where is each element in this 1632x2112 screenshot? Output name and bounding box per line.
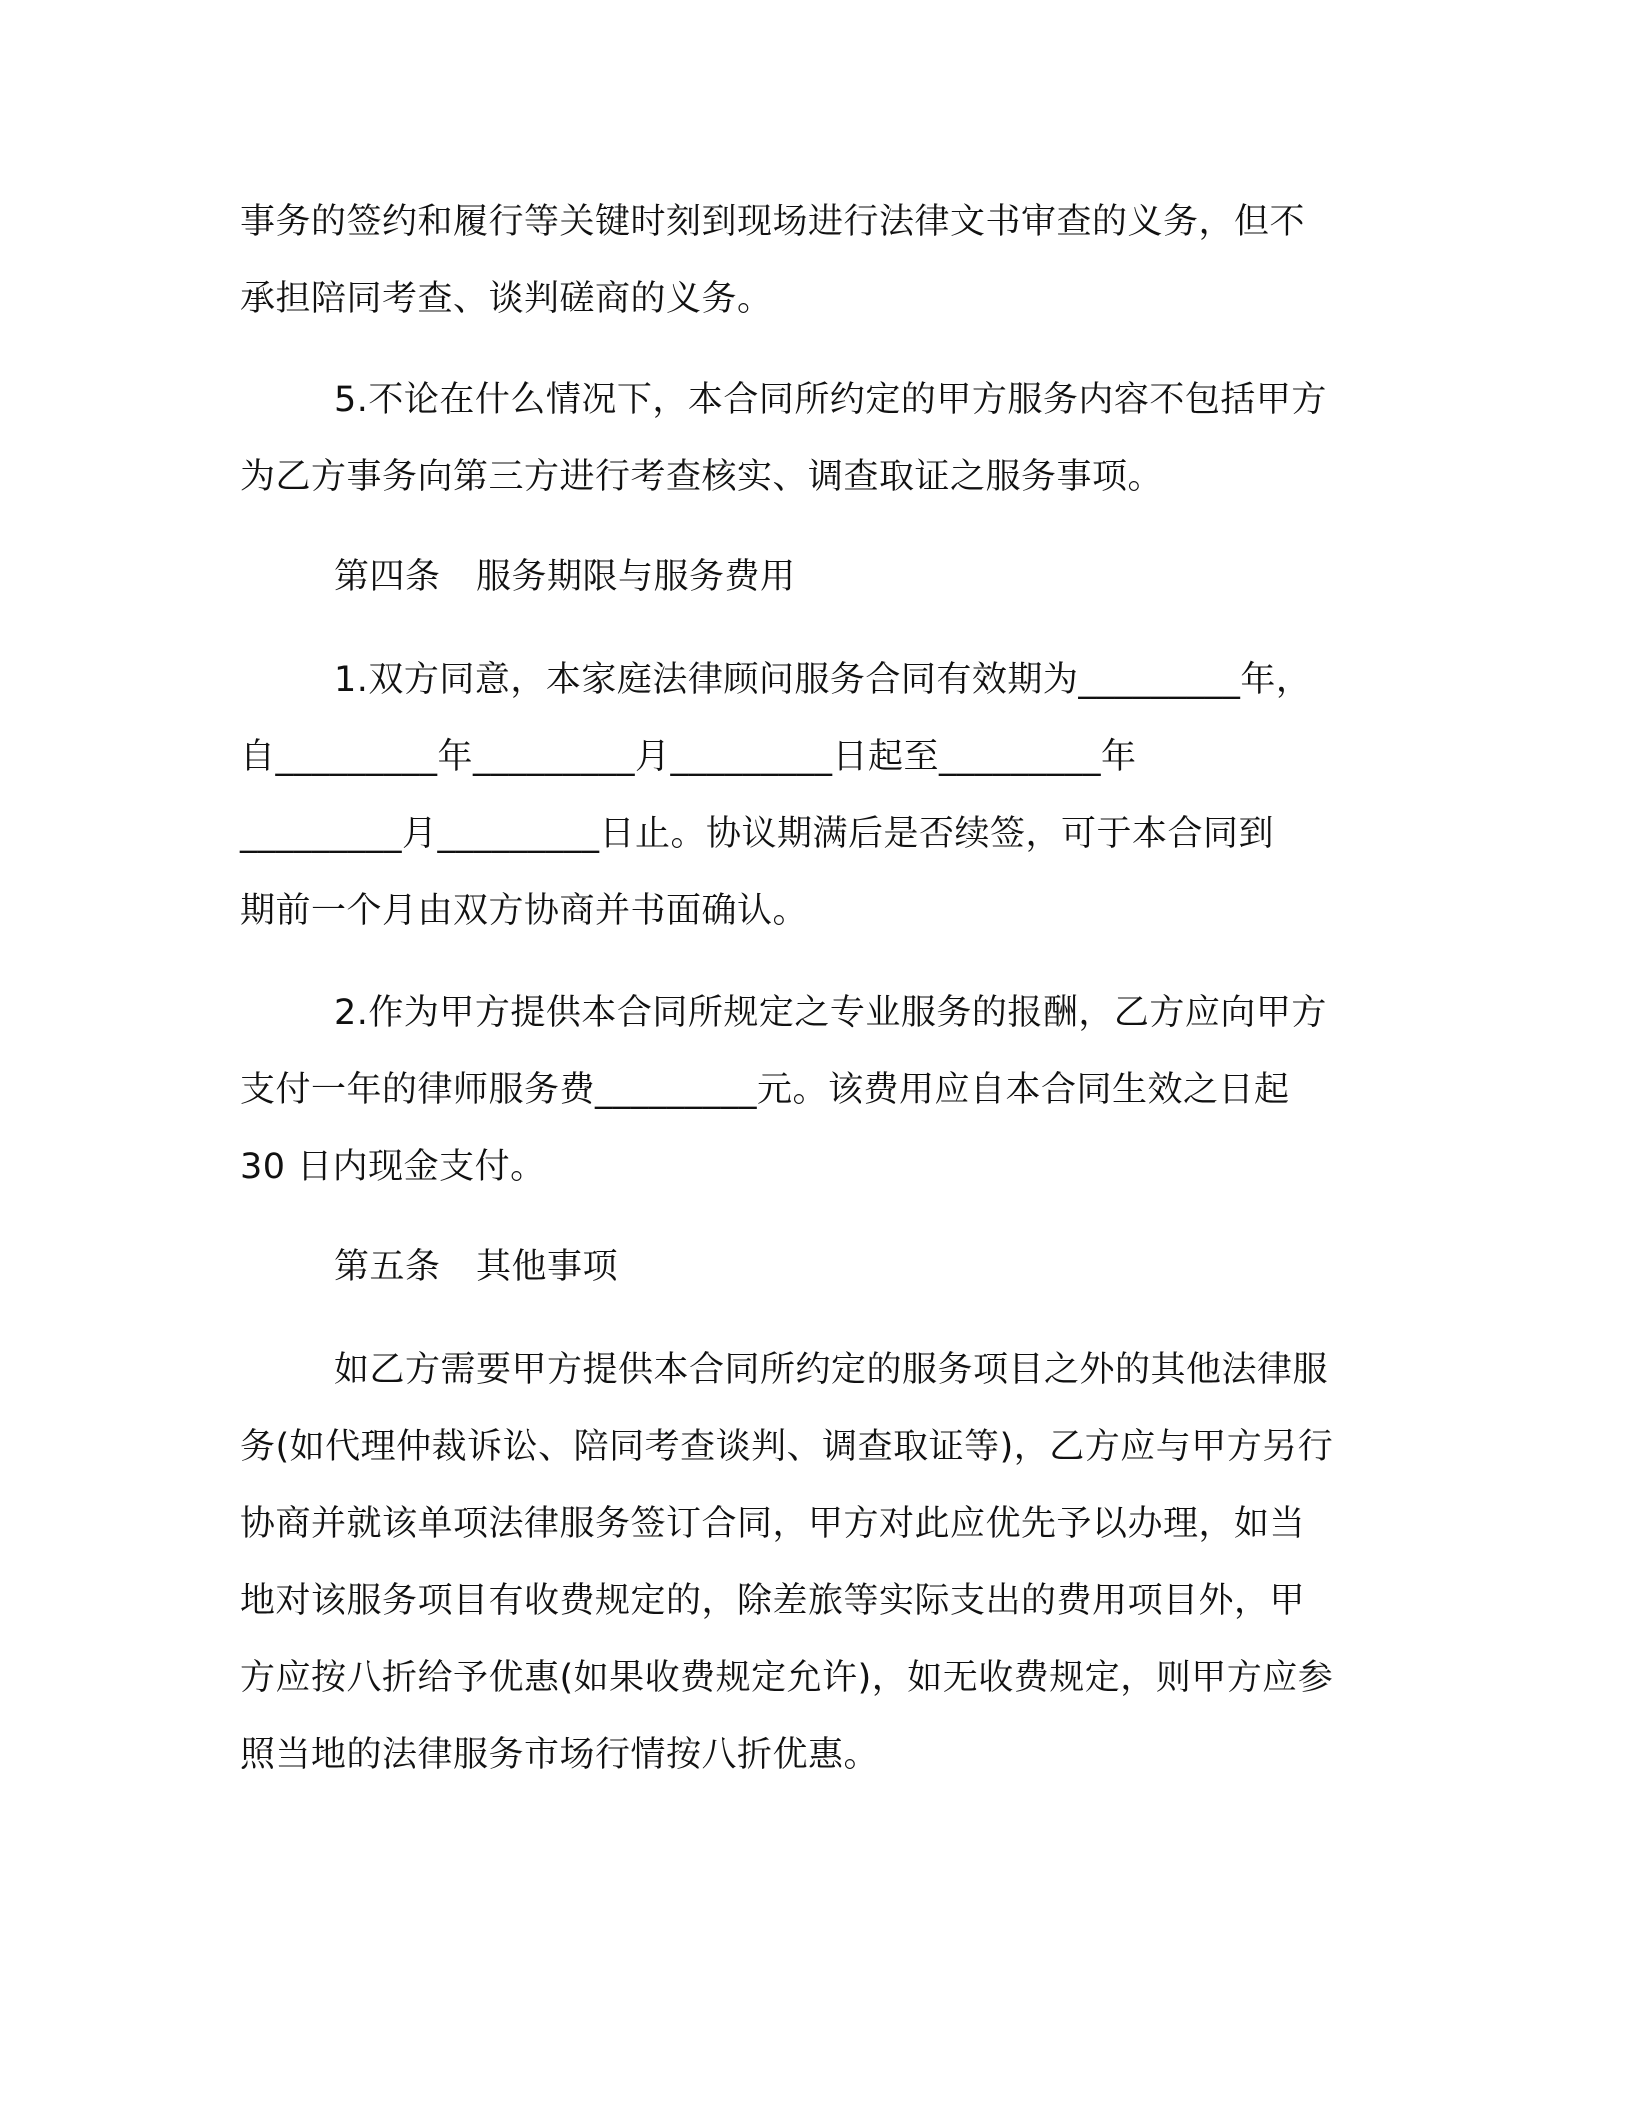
text-line: 期前一个月由双方协商并书面确认。 — [240, 891, 809, 931]
text-line: 如乙方需要甲方提供本合同所约定的服务项目之外的其他法律服 — [334, 1350, 1329, 1390]
paragraph-service-obligations-continued — [240, 184, 1390, 338]
text-line: 30 日内现金支付。 — [240, 1147, 546, 1187]
text-line: 承担陪同考查、谈判磋商的义务。 — [240, 279, 773, 319]
paragraph-other-matters — [240, 1332, 1390, 1794]
text-line: 务(如代理仲裁诉讼、陪同考查谈判、调查取证等)，乙方应与甲方另行 — [240, 1427, 1334, 1467]
article-5-heading — [240, 1229, 1390, 1306]
paragraph-term-of-contract — [240, 642, 1390, 950]
text-line: 方应按八折给予优惠(如果收费规定允许)，如无收费规定，则甲方应参 — [240, 1658, 1334, 1698]
paragraph-service-fee — [240, 975, 1390, 1206]
text-line: 自_________年_________月_________日起至_________年 — [240, 737, 1137, 777]
text-line: 支付一年的律师服务费_________元。该费用应自本合同生效之日起 — [240, 1070, 1290, 1110]
heading-text: 第五条 其他事项 — [334, 1247, 619, 1287]
heading-text: 第四条 服务期限与服务费用 — [334, 557, 796, 597]
text-line: 2.作为甲方提供本合同所规定之专业服务的报酬，乙方应向甲方 — [334, 993, 1327, 1033]
text-line: 协商并就该单项法律服务签订合同，甲方对此应优先予以办理，如当 — [240, 1504, 1306, 1544]
paragraph-clause-5 — [240, 362, 1390, 516]
article-4-heading — [240, 539, 1390, 616]
text-line: 事务的签约和履行等关键时刻到现场进行法律文书审查的义务，但不 — [240, 202, 1306, 242]
text-line: 为乙方事务向第三方进行考查核实、调查取证之服务事项。 — [240, 457, 1164, 497]
text-line: 地对该服务项目有收费规定的，除差旅等实际支出的费用项目外，甲 — [240, 1581, 1306, 1621]
text-line: _________月_________日止。协议期满后是否续签，可于本合同到 — [240, 814, 1275, 854]
text-line: 5.不论在什么情况下，本合同所约定的甲方服务内容不包括甲方 — [334, 380, 1327, 420]
text-line: 照当地的法律服务市场行情按八折优惠。 — [240, 1735, 880, 1775]
text-line: 1.双方同意，本家庭法律顾问服务合同有效期为_________年， — [334, 660, 1312, 700]
